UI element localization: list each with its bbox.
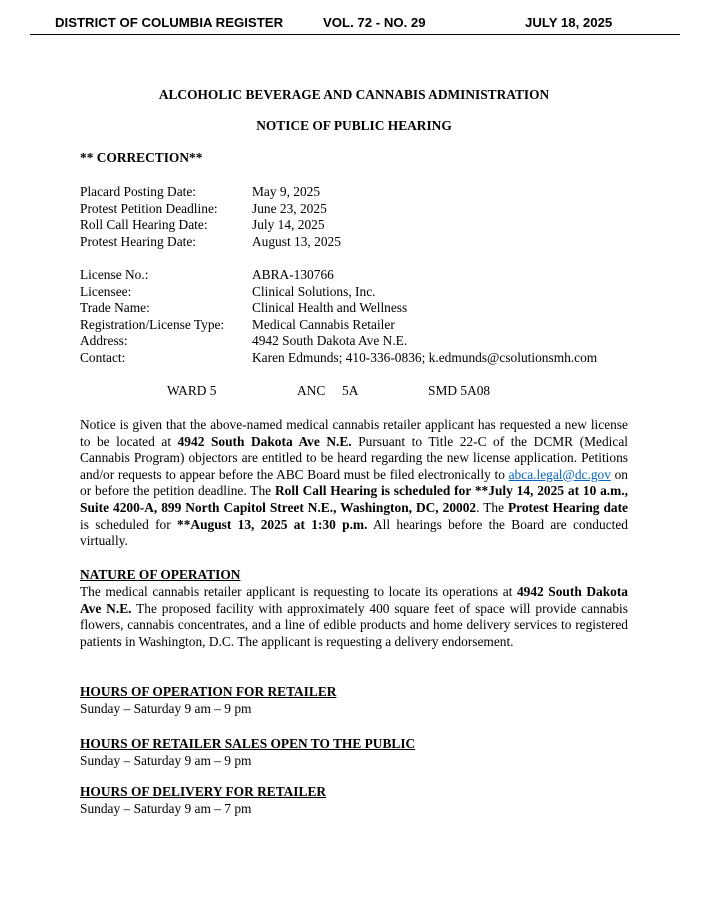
anc-value: 5A — [342, 383, 359, 398]
license-info-table — [80, 267, 640, 367]
hours-retail-sales-heading: HOURS OF RETAILER SALES OPEN TO THE PUBLIC — [80, 736, 416, 751]
text-segment: All hearings before the Board are conducted virtually. — [80, 516, 629, 549]
smd-value: SMD 5A08 — [428, 383, 491, 398]
notice-paragraph — [80, 417, 628, 550]
nature-of-operation-heading: NATURE OF OPERATION — [80, 567, 241, 582]
text-segment: Protest Hearing date — [507, 499, 628, 515]
publication-title: DISTRICT OF COLUMBIA REGISTER — [55, 15, 284, 30]
date-row-label: Placard Posting Date: — [80, 184, 197, 199]
license-row-value: ABRA-130766 — [252, 267, 334, 282]
hours-operation-value: Sunday – Saturday 9 am – 9 pm — [80, 701, 252, 716]
date-row-value: May 9, 2025 — [252, 184, 321, 199]
ward-value: WARD 5 — [167, 383, 217, 398]
hours-delivery-value: Sunday – Saturday 9 am – 7 pm — [80, 801, 252, 816]
hours-operation-heading: HOURS OF OPERATION FOR RETAILER — [80, 684, 337, 699]
jurisdiction-row — [0, 383, 708, 400]
date-row-label: Protest Petition Deadline: — [80, 200, 218, 216]
text-segment: 4942 South Dakota Ave N.E. — [177, 433, 352, 449]
date-row-label: Roll Call Hearing Date: — [80, 217, 208, 233]
correction-label: ** CORRECTION** — [80, 150, 203, 165]
masthead-divider — [30, 34, 680, 35]
text-segment: Roll Call Hearing is scheduled for **July 14, 2025 at 10 a.m., Suite 4200-A, 899 North Capitol Street N.E., Washington, DC, 20002 — [80, 483, 628, 515]
hours-retail-sales-value: Sunday – Saturday 9 am – 9 pm — [80, 753, 252, 768]
license-row-value: Karen Edmunds; 410-336-0836; k.edmunds@csolutionsmh.com — [252, 349, 598, 365]
issue-date: JULY 18, 2025 — [525, 15, 613, 30]
license-row-value: Medical Cannabis Retailer — [252, 316, 395, 332]
notice-title: NOTICE OF PUBLIC HEARING — [256, 118, 452, 133]
hours-delivery-heading: HOURS OF DELIVERY FOR RETAILER — [80, 784, 327, 799]
license-row-label: Trade Name: — [80, 300, 150, 316]
text-segment: is scheduled for — [80, 516, 178, 532]
license-row-label: Contact: — [80, 349, 126, 365]
license-row-label: License No.: — [80, 267, 149, 282]
text-segment: The proposed facility with approximately 400 square feet of space will provide cannabis flowers, cannabis concentrates, and a line of edible products and home delivery services to registered patients in Washington, D.C. The applicant is requesting a delivery endorsement. — [80, 600, 628, 649]
license-row-value: 4942 South Dakota Ave N.E. — [252, 333, 408, 349]
key-dates-table — [80, 184, 640, 250]
date-row-value: June 23, 2025 — [252, 200, 327, 216]
text-segment: . The — [476, 499, 508, 515]
text-segment: **August 13, 2025 at 1:30 p.m. — [177, 516, 368, 532]
text-segment: The medical cannabis retailer applicant is requesting to locate its operations at — [80, 584, 517, 599]
text-segment: Pursuant to Title 22-C of the DCMR (Medical Cannabis Program) objectors are entitled to be heard regarding the new license application. Petitions and/or requests to appear before the ABC Board must be filed electronically to — [80, 433, 628, 482]
nature-of-operation-paragraph — [80, 584, 628, 650]
text-segment: on or before the petition deadline. The — [80, 466, 628, 499]
date-row-label: Protest Hearing Date: — [80, 233, 197, 249]
license-row-label: Registration/License Type: — [80, 316, 225, 332]
date-row-value: July 14, 2025 — [252, 217, 325, 233]
license-row-value: Clinical Solutions, Inc. — [252, 283, 376, 299]
text-segment: Notice is given that the above-named medical cannabis retailer applicant has requested a new license to be located at — [80, 417, 628, 449]
date-row-value: August 13, 2025 — [252, 233, 341, 249]
agency-title: ALCOHOLIC BEVERAGE AND CANNABIS ADMINISTRATION — [158, 87, 550, 102]
license-row-label: Licensee: — [80, 283, 132, 299]
email-link[interactable]: abca.legal@dc.gov — [508, 466, 611, 482]
license-row-value: Clinical Health and Wellness — [252, 300, 408, 316]
text-segment: 4942 South Dakota Ave N.E. — [80, 584, 628, 616]
license-row-label: Address: — [80, 333, 128, 349]
volume-number: VOL. 72 - NO. 29 — [323, 15, 426, 30]
anc-label: ANC — [297, 383, 326, 398]
